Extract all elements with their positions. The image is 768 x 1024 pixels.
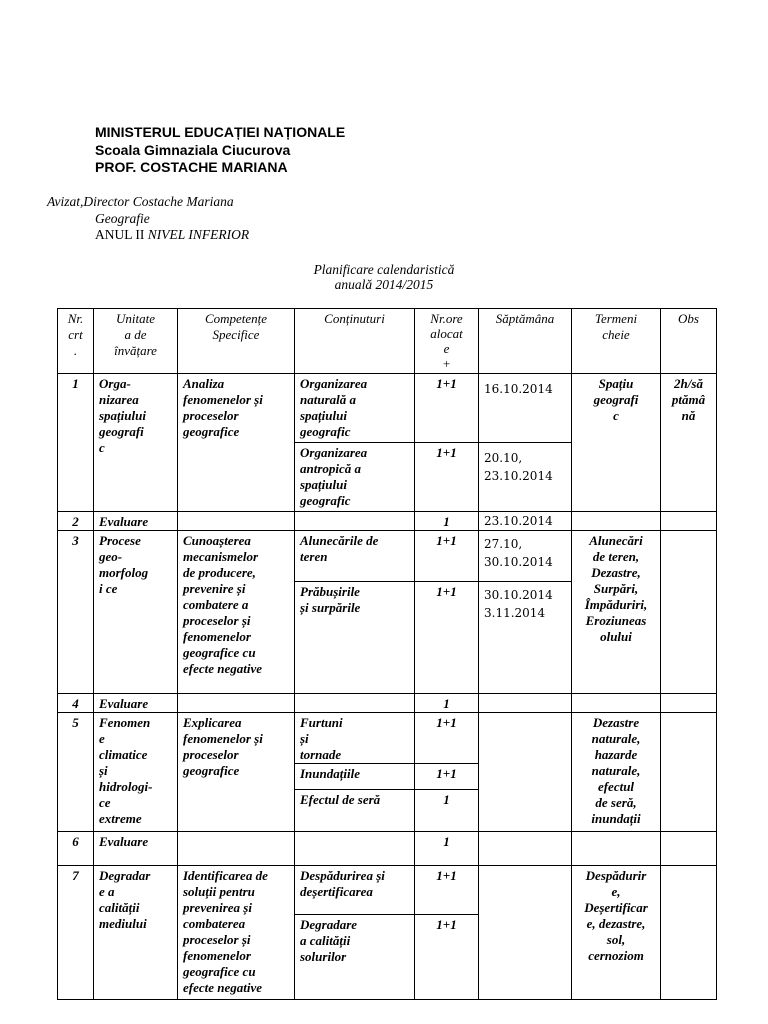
- content-cell: Prăbușirile și surpările: [295, 582, 415, 694]
- empty-cell: [661, 832, 717, 866]
- competence-cell: Identificarea de soluții pentru prevenirea și combaterea proceselor și fenomenelor geografice cu efecte negative: [178, 866, 295, 1000]
- empty-cell: [661, 866, 717, 1000]
- table-row: [58, 374, 717, 443]
- calendar-plan-table: [57, 308, 717, 1000]
- unit-cell: Evaluare: [94, 512, 178, 531]
- col-header-unit: Unitate a de învățare: [94, 309, 178, 374]
- unit-cell: Degradar e a calității mediului: [94, 866, 178, 1000]
- teacher-name: PROF. COSTACHE MARIANA: [95, 159, 288, 175]
- row-number: 5: [58, 713, 94, 832]
- empty-cell: [178, 832, 295, 866]
- row-number: 7: [58, 866, 94, 1000]
- hours-cell: 1: [415, 832, 479, 866]
- hours-cell: 1+1: [415, 374, 479, 443]
- empty-cell: [295, 512, 415, 531]
- competence-cell: Explicarea fenomenelor și proceselor geografice: [178, 713, 295, 832]
- hours-cell: 1: [415, 790, 479, 832]
- content-cell: Alunecările de teren: [295, 531, 415, 582]
- empty-cell: [295, 694, 415, 713]
- empty-cell: [178, 694, 295, 713]
- subject-name: Geografie: [95, 211, 150, 226]
- hours-cell: 1+1: [415, 582, 479, 694]
- competence-cell: Analiza fenomenelor și proceselor geografice: [178, 374, 295, 512]
- table-row: [58, 531, 717, 582]
- week-cell: 27.10, 30.10.2014: [479, 531, 572, 582]
- empty-cell: [661, 512, 717, 531]
- col-header-hours: Nr.ore alocat e +: [415, 309, 479, 374]
- empty-cell: [479, 694, 572, 713]
- hours-cell: 1+1: [415, 915, 479, 1000]
- empty-cell: [479, 713, 572, 832]
- content-cell: Furtuni și tornade: [295, 713, 415, 764]
- empty-cell: [479, 832, 572, 866]
- empty-cell: [661, 713, 717, 832]
- plan-title: Planificare calendaristică: [313, 262, 455, 277]
- week-cell: 23.10.2014: [479, 512, 572, 531]
- unit-cell: Fenomen e climatice și hidrologi- ce extreme: [94, 713, 178, 832]
- table-row: [58, 866, 717, 915]
- unit-cell: Evaluare: [94, 832, 178, 866]
- week-cell: 30.10.2014 3.11.2014: [479, 582, 572, 694]
- content-cell: Organizarea naturală a spațiului geografic: [295, 374, 415, 443]
- year-level: [95, 226, 249, 243]
- hours-cell: 1+1: [415, 866, 479, 915]
- obs-cell: 2h/să ptămâ nă: [661, 374, 717, 512]
- hours-cell: 1+1: [415, 531, 479, 582]
- content-cell: Degradare a calității solurilor: [295, 915, 415, 1000]
- row-number: 3: [58, 531, 94, 694]
- hours-cell: 1+1: [415, 764, 479, 790]
- terms-cell: Despădurir e, Deșertificar e, dezastre, sol, cernoziom: [572, 866, 661, 1000]
- content-cell: Inundațiile: [295, 764, 415, 790]
- row-number: 2: [58, 512, 94, 531]
- empty-cell: [295, 832, 415, 866]
- col-header-obs: Obs: [661, 309, 717, 374]
- competence-cell: Cunoașterea mecanismelor de producere, prevenire și combatere a proceselor și fenomenelor geografice cu efecte negative: [178, 531, 295, 694]
- content-cell: Despădurirea și deșertificarea: [295, 866, 415, 915]
- content-cell: Organizarea antropică a spațiului geografic: [295, 443, 415, 512]
- col-header-week: Săptămâna: [479, 309, 572, 374]
- table-row: [58, 713, 717, 764]
- col-header-terms: Termeni cheie: [572, 309, 661, 374]
- content-cell: Efectul de seră: [295, 790, 415, 832]
- terms-cell: Spațiu geografi c: [572, 374, 661, 512]
- hours-cell: 1: [415, 694, 479, 713]
- hours-cell: 1+1: [415, 713, 479, 764]
- week-cell: 16.10.2014: [479, 374, 572, 443]
- hours-cell: 1: [415, 512, 479, 531]
- row-number: 4: [58, 694, 94, 713]
- col-header-nr: Nr. crt .: [58, 309, 94, 374]
- col-header-contents: Conținuturi: [295, 309, 415, 374]
- school-name: Scoala Gimnaziala Ciucurova: [95, 142, 291, 158]
- row-number: 1: [58, 374, 94, 512]
- plan-subtitle: anuală 2014/2015: [334, 277, 434, 292]
- empty-cell: [572, 512, 661, 531]
- table-row: [58, 694, 717, 713]
- table-header-row: [58, 309, 717, 374]
- year-prefix: ANUL II: [95, 227, 148, 242]
- empty-cell: [178, 512, 295, 531]
- approval-line: Avizat,Director Costache Mariana: [47, 194, 234, 209]
- year-level-text: NIVEL INFERIOR: [147, 227, 250, 242]
- table-row: [58, 512, 717, 531]
- empty-cell: [572, 832, 661, 866]
- terms-cell: Alunecări de teren, Dezastre, Surpări, Împăduriri, Eroziuneas olului: [572, 531, 661, 694]
- ministry-title: MINISTERUL EDUCAȚIEI NAȚIONALE: [95, 124, 346, 140]
- empty-cell: [572, 694, 661, 713]
- week-cell: 20.10, 23.10.2014: [479, 443, 572, 512]
- row-number: 6: [58, 832, 94, 866]
- col-header-competences: Competențe Specifice: [178, 309, 295, 374]
- unit-cell: Procese geo- morfolog i ce: [94, 531, 178, 694]
- table-row: [58, 832, 717, 866]
- empty-cell: [661, 531, 717, 694]
- empty-cell: [661, 694, 717, 713]
- unit-cell: Evaluare: [94, 694, 178, 713]
- terms-cell: Dezastre naturale, hazarde naturale, efectul de seră, inundații: [572, 713, 661, 832]
- unit-cell: Orga- nizarea spațiului geografi c: [94, 374, 178, 512]
- empty-cell: [479, 866, 572, 1000]
- hours-cell: 1+1: [415, 443, 479, 512]
